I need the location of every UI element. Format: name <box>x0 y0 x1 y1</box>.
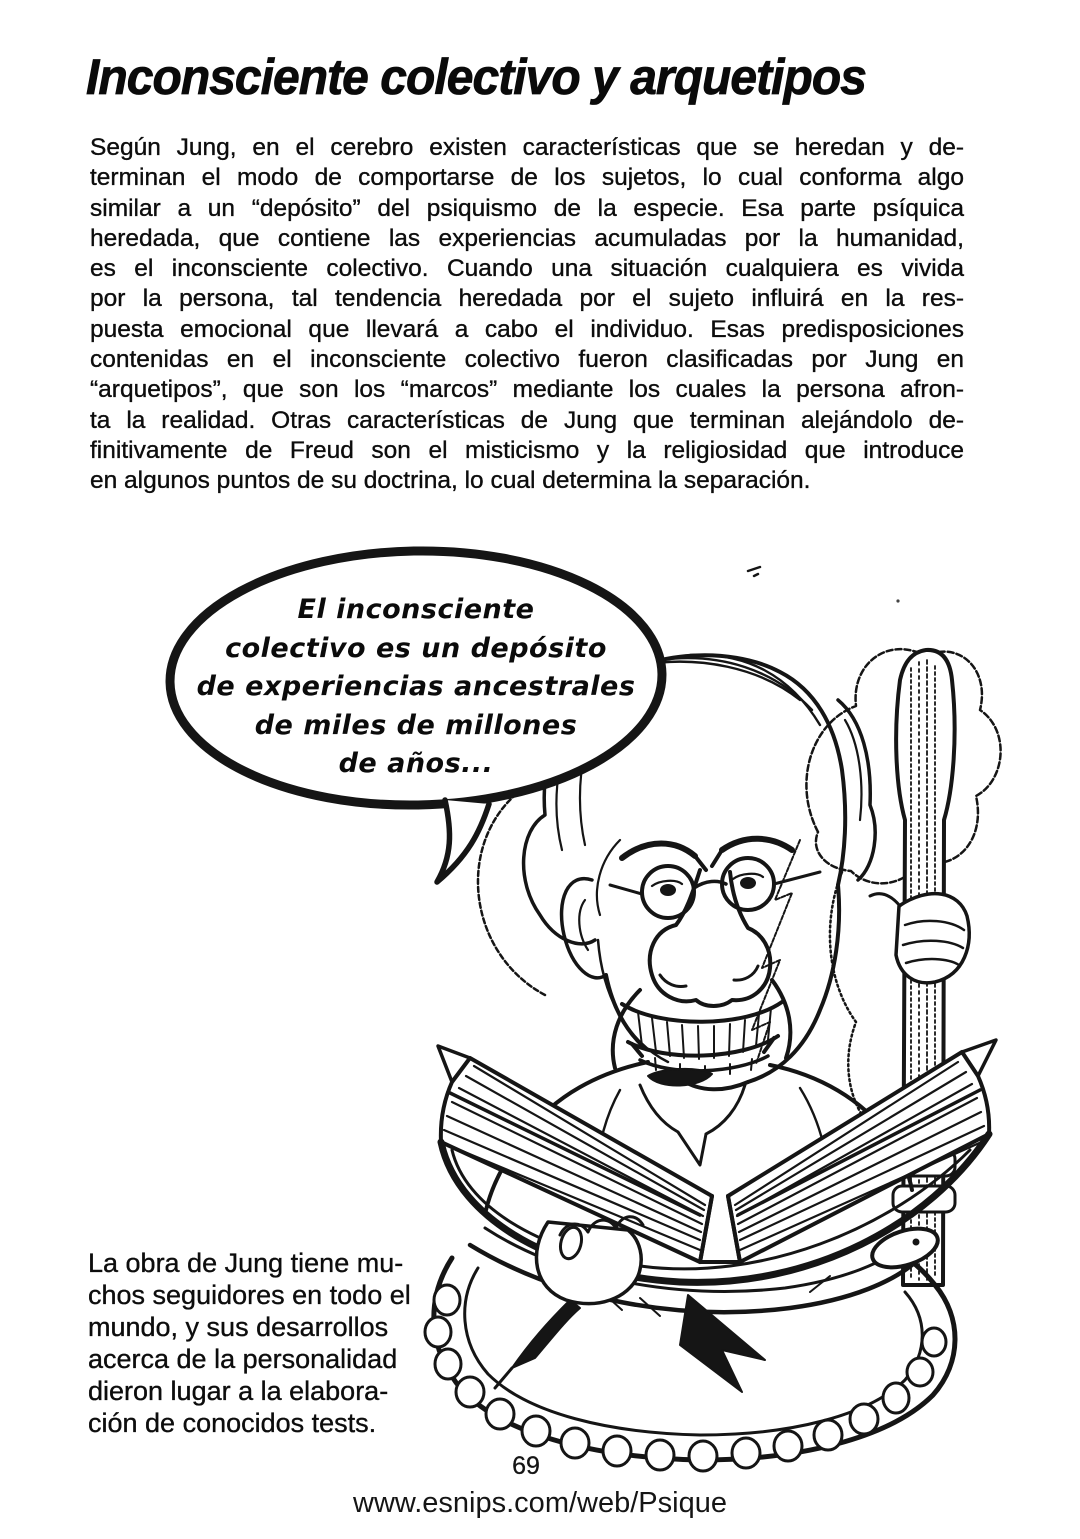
scan-dot <box>896 599 899 602</box>
caption-line: acerca de la personalidad <box>88 1344 398 1374</box>
speech-bubble-text <box>166 591 666 784</box>
intro-line: en algunos puntos de su doctrina, lo cual determina la separación. <box>90 467 811 495</box>
intro-line: “arquetipos”, que son los “marcos” mediante los cuales la persona afron- <box>90 376 964 404</box>
site-url: www.esnips.com/web/Psique <box>353 1487 727 1519</box>
page-number: 69 <box>512 1452 540 1480</box>
bubble-line: El inconsciente <box>297 594 535 625</box>
intro-line: finitivamente de Freud son el misticismo y la religiosidad que introduce <box>90 436 964 464</box>
caption-line: dieron lugar a la elabora- <box>88 1376 389 1406</box>
bubble-line: de años... <box>338 748 494 779</box>
caption-paragraph <box>88 1247 468 1439</box>
bubble-line: de miles de millones <box>254 709 578 741</box>
bubble-line: colectivo es un depósito <box>225 632 607 664</box>
page-title: Inconsciente colectivo y arquetipos <box>86 49 866 105</box>
intro-line: terminan el modo de comportarse de los sujetos, lo cual conforma algo <box>90 164 964 192</box>
intro-line: heredada, que contiene las experiencias acumuladas por la humanidad, <box>90 224 964 252</box>
intro-line: similar a un “depósito” del psiquismo de la especie. Esa parte psíquica <box>90 194 964 222</box>
intro-line: es el inconsciente colectivo. Cuando una situación cualquiera es vivida <box>90 255 964 283</box>
caption-line: chos seguidores en todo el <box>88 1280 411 1310</box>
right-hand-grip <box>870 894 969 983</box>
intro-line: Según Jung, en el cerebro existen características que se heredan y de- <box>90 134 964 161</box>
scan-speck <box>748 567 760 576</box>
caption-line: mundo, y sus desarrollos <box>88 1312 389 1342</box>
caption-line: La obra de Jung tiene mu- <box>88 1248 404 1278</box>
intro-line: ta la realidad. Otras características de Jung que terminan alejándolo de- <box>90 406 964 434</box>
intro-line: contenidas en el inconsciente colectivo fueron clasificadas por Jung en <box>90 346 964 374</box>
intro-line: puesta emocional que llevará a cabo el individuo. Esas predisposiciones <box>90 315 964 343</box>
caption-line: ción de conocidos tests. <box>88 1408 377 1438</box>
left-hand <box>536 1217 643 1304</box>
intro-line: por la persona, tal tendencia heredada por el sujeto influirá en la res- <box>90 285 964 313</box>
bubble-line: de experiencias ancestrales <box>196 671 636 702</box>
